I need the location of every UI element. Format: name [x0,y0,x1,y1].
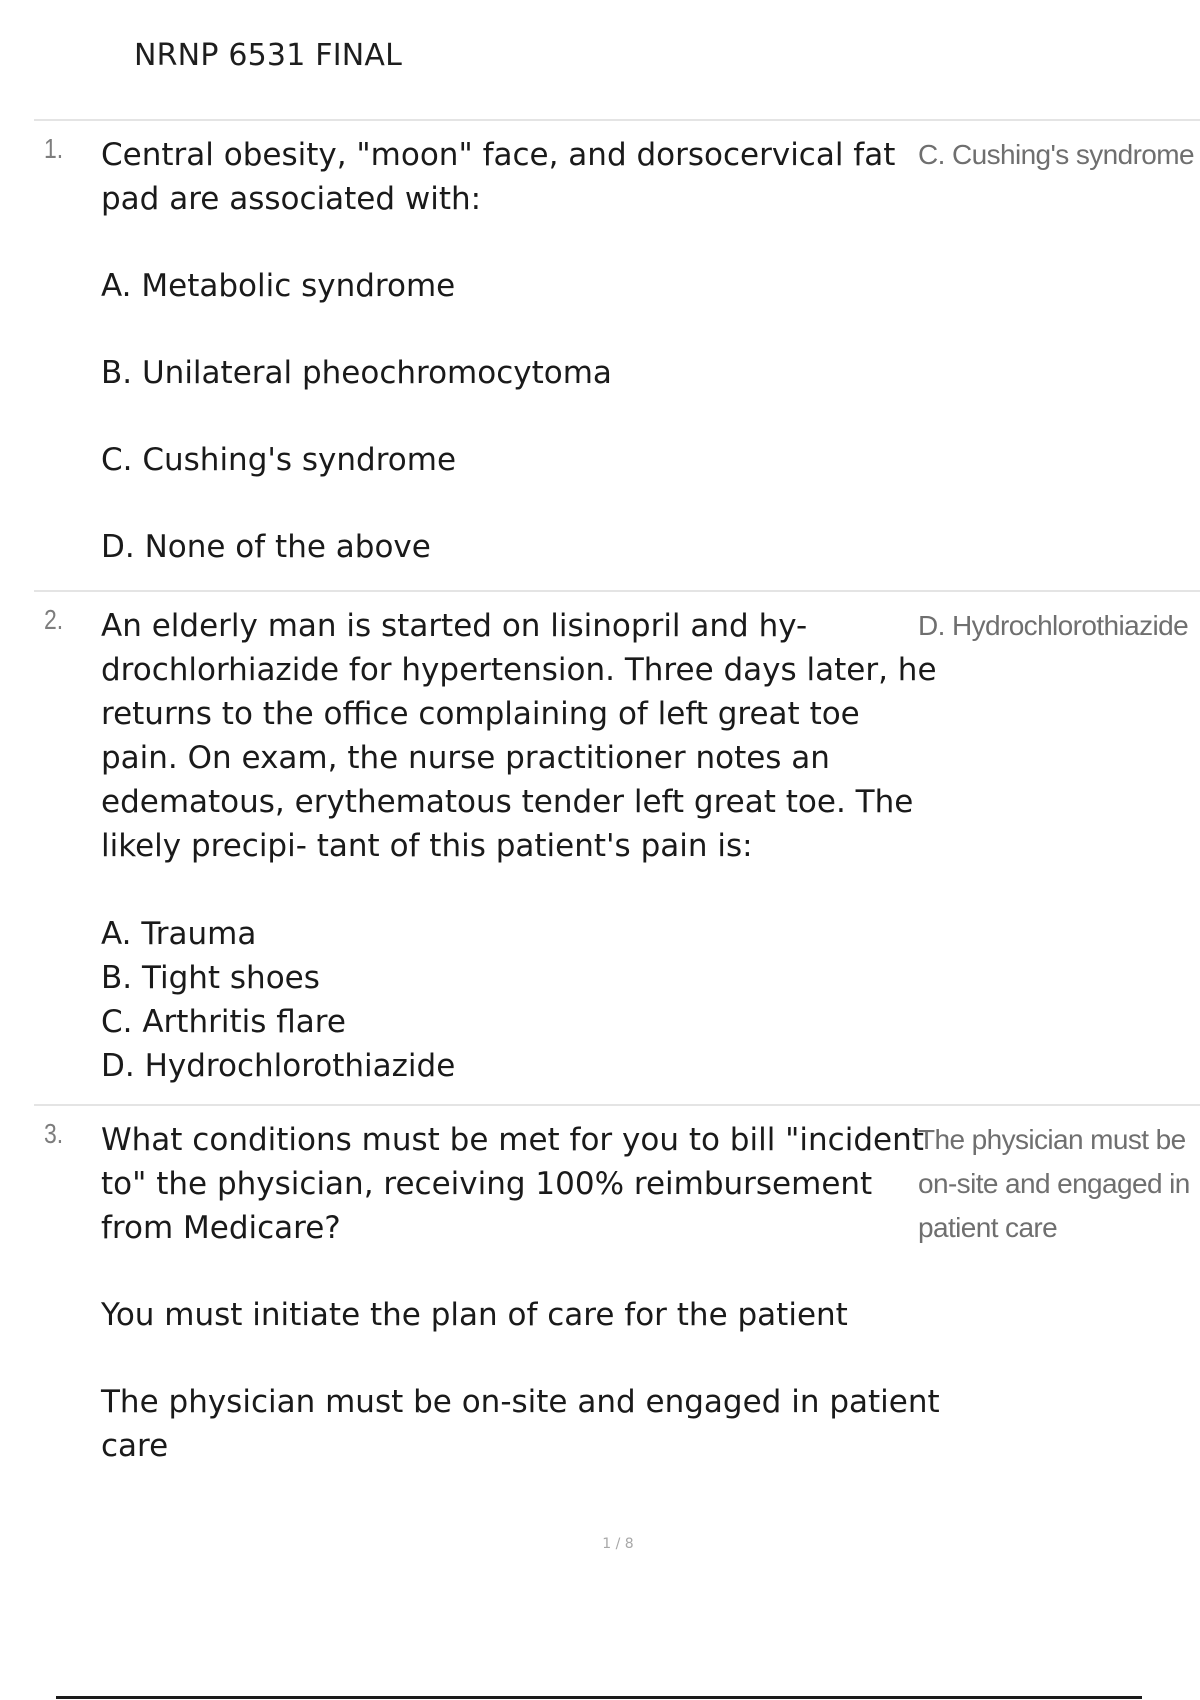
question-text: What conditions must be met for you to bill "incident to" the physician, receiving 100% reimbursement from Medicare? [101,1122,924,1246]
page-number: 1 / 8 [602,1536,634,1552]
option-1: You must initiate the plan of care for the patient [101,1297,848,1333]
divider [34,590,1200,592]
question-number: 1. [44,133,64,164]
option-c: C. Cushing's syndrome [101,442,457,478]
question-body [101,604,946,1088]
option-d: D. Hydrochlorothiazide [101,1048,456,1084]
question-number: 2. [44,604,64,635]
question-body [101,133,946,569]
option-2: The physician must be on-site and engaged in patient care [101,1384,940,1464]
question-text: An elderly man is started on lisinopril and hy- drochlorhiazide for hypertension. Three days later, he returns to the office complaining of left great toe pain. On exam, the nurse practitioner notes an edematous, erythematous tender left great toe. The likely precipi- tant of this patient's pain is: [101,608,937,864]
answer-text: The physician must be on-site and engaged in patient care [918,1124,1190,1243]
divider [34,1104,1200,1106]
question-number: 3. [44,1118,64,1149]
question-body [101,1118,946,1468]
answer-text: D. Hydrochlorothiazide [918,610,1189,641]
option-a: A. Trauma [101,916,257,952]
option-b: B. Tight shoes [101,960,320,996]
option-c: C. Arthritis flare [101,1004,346,1040]
divider [34,119,1200,121]
option-a: A. Metabolic syndrome [101,268,456,304]
bottom-rule [56,1696,1142,1699]
option-b: B. Unilateral pheochromocytoma [101,355,612,391]
answer-text: C. Cushing's syndrome [918,139,1194,170]
page-title: NRNP 6531 FINAL [134,38,403,73]
question-text: Central obesity, "moon" face, and dorsocervical fat pad are associated with: [101,137,896,217]
option-d: D. None of the above [101,529,431,565]
